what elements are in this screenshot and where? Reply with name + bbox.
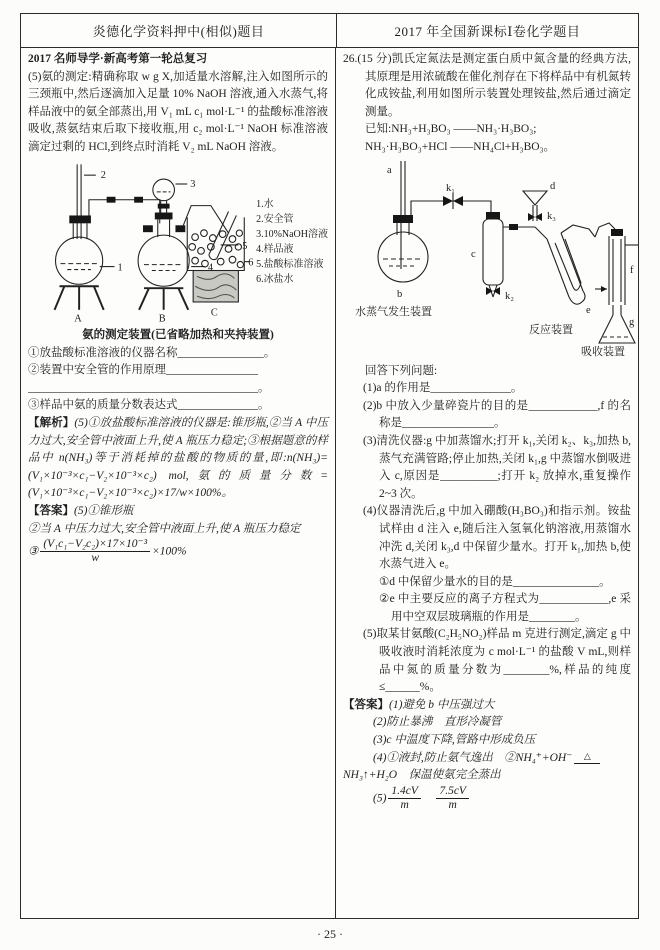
page-frame xyxy=(20,13,639,919)
analysis-label: 【解析】 xyxy=(28,416,75,429)
fraction-numerator: 1.4cV xyxy=(388,785,421,799)
fraction-numerator: (V₁c₁−V₂c₂)×17×10⁻³ xyxy=(40,538,150,552)
question-26-text: 26.(15 分)凯氏定氮法是测定蛋白质中氮含量的经典方法,其原理是用浓硫酸在催化剂存在下将样品中有机氮转化成铵盐,利用如图所示装置处理铵盐,然后通过滴定测量。 xyxy=(343,53,631,118)
question-5-sub2-line1: ②装置中安全管的作用原理________________ xyxy=(28,364,258,377)
answer-questions-intro: 回答下列问题: xyxy=(365,364,438,377)
caption-steam-generator: 水蒸气发生装置 xyxy=(355,305,432,318)
label-g: g xyxy=(629,316,635,328)
label-e: e xyxy=(586,304,591,316)
question-26-5: (5)取某甘氨酸(C₂H₅NO₂)样品 m 克进行测定,滴定 g 中吸收液时消耗浓度为 c mol·L⁻¹ 的盐酸 V mL,则样品中氮的质量分数为________%,样品的纯度≤______%。 xyxy=(363,628,631,694)
left-column-similar-question xyxy=(21,48,336,918)
delivery-tube-a-b xyxy=(89,196,160,223)
label-5: 5 xyxy=(242,240,248,252)
label-a: a xyxy=(387,164,392,176)
caption-absorption-device: 吸收装置 xyxy=(581,345,625,357)
answer-26-2: (2)防止暴沸 直形冷凝管 xyxy=(373,716,502,729)
question-26-4: (4)仪器清洗后,g 中加入硼酸(H₃BO₃)和指示剂。铵盐试样由 d 注入 e,随后注入氢氧化钠溶液,用蒸馏水冲洗 d,关闭 k₃,d 中保留少量水。打开 k₁,加热 b,使水蒸气进入 e。 xyxy=(363,505,631,571)
table-header xyxy=(21,14,638,48)
answer-26-4-pre: (4)①液封,防止氨气逸出 ②NH₄⁺+OH⁻ xyxy=(373,751,573,764)
answer-26-5 xyxy=(343,785,631,812)
legend-item-hcl: 5.盐酸标准溶液 xyxy=(256,258,324,270)
answer-26-5-label: (5) xyxy=(373,792,387,805)
question-26-1: (1)a 的作用是______________。 xyxy=(363,382,523,395)
condenser-f xyxy=(595,223,638,305)
kjeldahl-apparatus-diagram xyxy=(343,157,638,357)
label-flask-B: B xyxy=(158,313,166,325)
label-flask-A: A xyxy=(74,313,82,325)
question-5-sub2-line2: ________________________________________。 xyxy=(28,381,270,394)
fraction-denominator: m xyxy=(448,799,457,812)
page-number: · 25 · xyxy=(317,927,343,941)
label-beaker-C: C xyxy=(210,307,218,319)
flask-A xyxy=(56,215,115,284)
steam-generator xyxy=(378,161,428,282)
answer-3-prefix: ③ xyxy=(28,545,39,558)
content-columns xyxy=(21,48,638,918)
tripod-A xyxy=(55,286,104,310)
book-title: 2017 名师导学·新高考第一轮总复习 xyxy=(28,53,208,65)
funnel-d-k3 xyxy=(503,191,547,230)
tripod-B xyxy=(139,288,188,310)
answer-label: 【答案】 xyxy=(28,504,74,517)
answer-26-4-line2: NH₃↑+H₂O 保温使氨完全蒸出 xyxy=(343,769,501,782)
answer-3-fraction xyxy=(40,538,150,565)
label-f: f xyxy=(630,264,634,276)
known-equation-1: 已知:NH₃+H₃BO₃ ——NH₃·H₃BO₃; xyxy=(365,123,537,136)
label-2: 2 xyxy=(100,169,106,181)
label-d: d xyxy=(550,180,556,192)
ammonia-apparatus-diagram xyxy=(28,159,256,325)
beaker-C xyxy=(187,217,244,270)
reaction-vessel-e xyxy=(535,225,595,304)
question-5-sub1: ①放盐酸标准溶液的仪器名称_______________。 xyxy=(28,346,276,359)
legend-item-ice: 6.冰盐水 xyxy=(256,273,294,285)
naoh-dropper-flask xyxy=(153,179,187,212)
label-6: 6 xyxy=(248,257,254,269)
answer-block-label-line xyxy=(343,697,631,715)
question-26-4-1: ①d 中保留少量水的目的是_______________。 xyxy=(379,575,611,588)
wood-block xyxy=(193,270,238,301)
analysis-body: (5)①放盐酸标准溶液的仪器是:锥形瓶,②当 A 中压力过大,安全管中液面上升,使 A 瓶压力稳定;③根据题意的样品中 n(NH₃)等于消耗掉的盐酸的物质的量,即:n(NH₃)=(V₁×10⁻³×c₁−V₂×10⁻³×c₂) mol,氨的质量分数=(V₁×10⁻³×c₁−V₂×10⁻³×c₂)×17/w×100%。 xyxy=(28,416,328,500)
answer-line-2: ②当 A 中压力过大,安全管中液面上升,使 A 瓶压力稳定 xyxy=(28,522,301,535)
label-c: c xyxy=(471,248,476,260)
answer-line-3 xyxy=(28,538,328,565)
delivery-tube-b-c xyxy=(183,205,228,233)
question-5-text: (5)氨的测定:精确称取 w g X,加适量水溶解,注入如图所示的三颈瓶中,然后逐滴加入足量 10% NaOH 溶液,通入水蒸气,将样品液中的氨全部蒸出,用 V₁ mL c₁ mol·L⁻¹ 的盐酸标准溶液吸收,蒸氨结束后取下接收瓶,用 c₂ mol·L⁻¹ NaOH 标准溶液滴定过剩的 HCl,到终点时消耗 V₂ mL NaOH 溶液。 xyxy=(28,70,328,153)
diagram-caption: 氨的测定装置(已省略加热和夹持装置) xyxy=(82,328,274,341)
label-1: 1 xyxy=(117,262,123,274)
question-26-2: (2)b 中放入少量碎瓷片的目的是____________,f 的名称是________________。 xyxy=(363,399,631,430)
legend-item-naoh: 3.10%NaOH溶液 xyxy=(256,228,328,240)
label-b: b xyxy=(397,288,403,300)
steam-line-k1 xyxy=(411,193,491,217)
answer-26-1: (1)避免 b 中压强过大 xyxy=(389,698,495,711)
trap-vessel-c xyxy=(483,212,503,297)
known-equation-2: NH₃·H₃BO₃+HCl ——NH₄Cl+H₃BO₃。 xyxy=(365,140,556,153)
fraction-denominator: w xyxy=(91,552,99,565)
label-k3: k₃ xyxy=(547,210,556,222)
label-k1: k₁ xyxy=(446,182,455,194)
header-left-title: 炎德化学资料押中(相似)题目 xyxy=(21,14,337,47)
right-column-exam-question xyxy=(336,48,638,918)
caption-reaction-device: 反应装置 xyxy=(529,323,573,336)
answer-26-4-line1 xyxy=(343,750,631,768)
legend-item-safety-tube: 2.安全管 xyxy=(256,213,294,225)
legend-item-water: 1.水 xyxy=(256,198,274,210)
diagram-legend xyxy=(256,197,328,287)
label-k2: k₂ xyxy=(505,290,514,302)
label-3: 3 xyxy=(190,178,196,190)
analysis-paragraph xyxy=(28,415,328,503)
question-26-4-2: ②e 中主要反应的离子方程式为____________,e 采用中空双层玻璃瓶的作用是________。 xyxy=(379,593,631,623)
answer-26-3: (3)c 中温度下降,管路中形成负压 xyxy=(373,734,536,747)
fraction-denominator: m xyxy=(400,799,409,812)
header-right-title: 2017 年全国新课标Ⅰ卷化学题目 xyxy=(394,24,581,39)
purity-fraction xyxy=(436,785,469,812)
legend-item-sample: 4.样品液 xyxy=(256,243,294,255)
ammonia-apparatus-figure xyxy=(28,159,328,325)
delta-over-equals xyxy=(574,752,600,764)
answer-line-1 xyxy=(28,503,328,521)
delta-symbol: △ xyxy=(583,750,591,761)
answer-1-text: (5)①锥形瓶 xyxy=(74,504,134,517)
fraction-numerator: 7.5cV xyxy=(436,785,469,799)
question-26-3: (3)清洗仪器:g 中加蒸馏水;打开 k₁,关闭 k₂、k₃,加热 b,蒸气充满管路;停止加热,关闭 k₁,g 中蒸馏水倒吸进入 c,原因是__________;打开 k₂ 放掉水,重复操作 2~3 次。 xyxy=(363,434,631,500)
answer-label: 【答案】 xyxy=(343,698,389,711)
question-5-sub3: ③样品中氨的质量分数表达式______________。 xyxy=(28,399,270,412)
answer-3-suffix: ×100% xyxy=(152,545,187,558)
label-4: 4 xyxy=(207,262,214,274)
nitrogen-fraction xyxy=(388,785,421,812)
